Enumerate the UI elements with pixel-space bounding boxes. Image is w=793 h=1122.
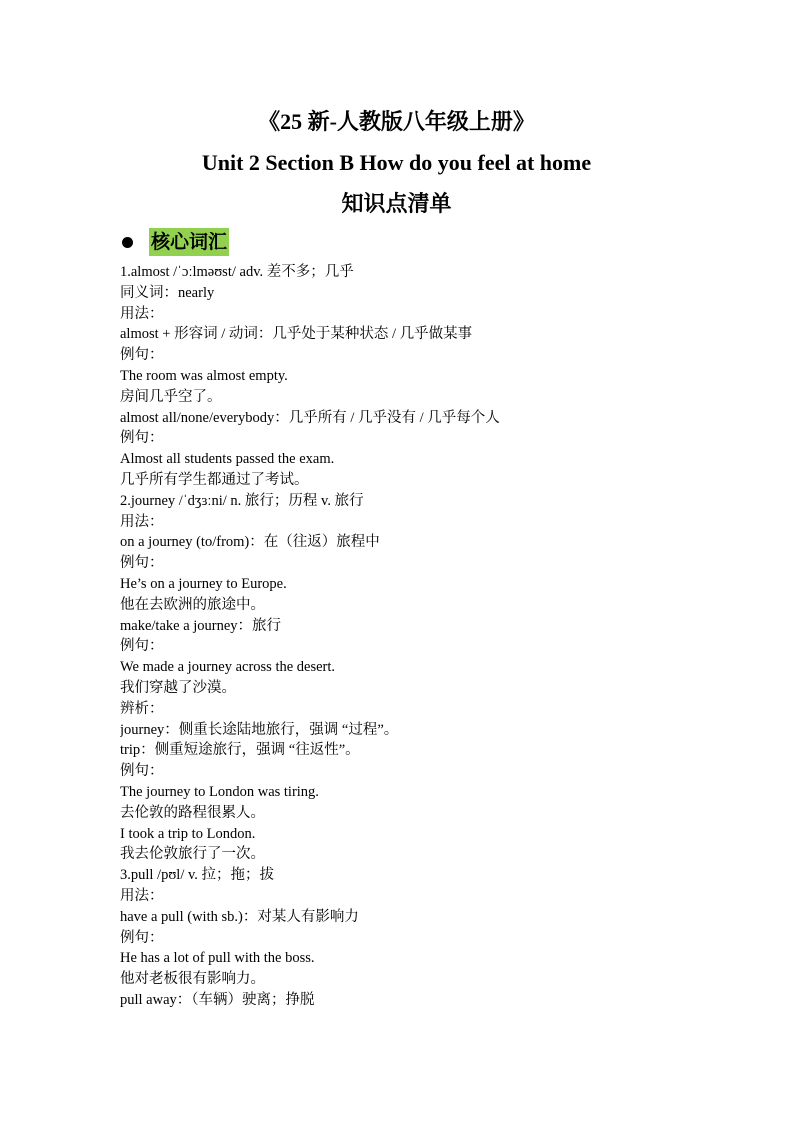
title-block [0, 101, 793, 224]
checklist-title: 知识点清单 [341, 191, 452, 216]
section-heading-text: 核心词汇 [149, 228, 229, 256]
content-line: 辨析： [120, 700, 164, 717]
content-line: 去伦敦的路程很累人。 [120, 804, 265, 821]
content-line: Almost all students passed the exam. [120, 451, 335, 468]
content-line: 我们穿越了沙漠。 [120, 679, 236, 696]
content-line: make/take a journey：旅行 [120, 617, 282, 634]
content-line: 例句： [120, 347, 164, 364]
content-line: I took a trip to London. [120, 825, 256, 842]
content-line: journey：侧重长途陆地旅行，强调 “过程”。 [120, 721, 399, 738]
bullet-icon [122, 237, 133, 248]
content-line: 例句： [120, 929, 164, 946]
content-line: He has a lot of pull with the boss. [120, 950, 315, 967]
content-line: 例句： [120, 638, 164, 655]
content-line: 房间几乎空了。 [120, 388, 222, 405]
content-line: 用法： [120, 305, 164, 322]
vocabulary-content [120, 262, 680, 1011]
content-line: We made a journey across the desert. [120, 659, 336, 676]
content-line: almost all/none/everybody：几乎所有 / 几乎没有 / 几乎每个人 [120, 409, 500, 426]
content-line: He’s on a journey to Europe. [120, 575, 287, 592]
content-line: pull away：（车辆）驶离；挣脱 [120, 991, 315, 1008]
document-title: 《25 新-人教版八年级上册》 [258, 109, 535, 134]
content-line: 我去伦敦旅行了一次。 [120, 846, 265, 863]
content-line: 用法： [120, 887, 164, 904]
content-line: 用法： [120, 513, 164, 530]
content-line: The journey to London was tiring. [120, 783, 319, 800]
section-heading [122, 226, 229, 258]
content-line: have a pull (with sb.)：对某人有影响力 [120, 908, 359, 925]
content-line: trip：侧重短途旅行，强调 “往返性”。 [120, 742, 360, 759]
content-line: 他在去欧洲的旅途中。 [120, 596, 265, 613]
content-line: 例句： [120, 555, 164, 572]
content-line: 2.journey /ˈdʒɜːni/ n. 旅行；历程 v. 旅行 [120, 492, 364, 509]
content-line: on a journey (to/from)：在（往返）旅程中 [120, 534, 380, 551]
content-line: 几乎所有学生都通过了考试。 [120, 471, 309, 488]
content-line: 1.almost /ˈɔːlməʊst/ adv. 差不多；几乎 [120, 264, 354, 280]
content-line: 例句： [120, 763, 164, 780]
unit-subtitle: Unit 2 Section B How do you feel at home [201, 150, 592, 175]
content-line: 例句： [120, 430, 164, 447]
content-line: 同义词：nearly [120, 284, 215, 301]
content-line: 3.pull /pʊl/ v. 拉；拖；拔 [120, 867, 275, 884]
content-line: The room was almost empty. [120, 367, 288, 384]
content-line: almost + 形容词 / 动词：几乎处于某种状态 / 几乎做某事 [120, 326, 473, 343]
content-line: 他对老板很有影响力。 [120, 971, 265, 988]
